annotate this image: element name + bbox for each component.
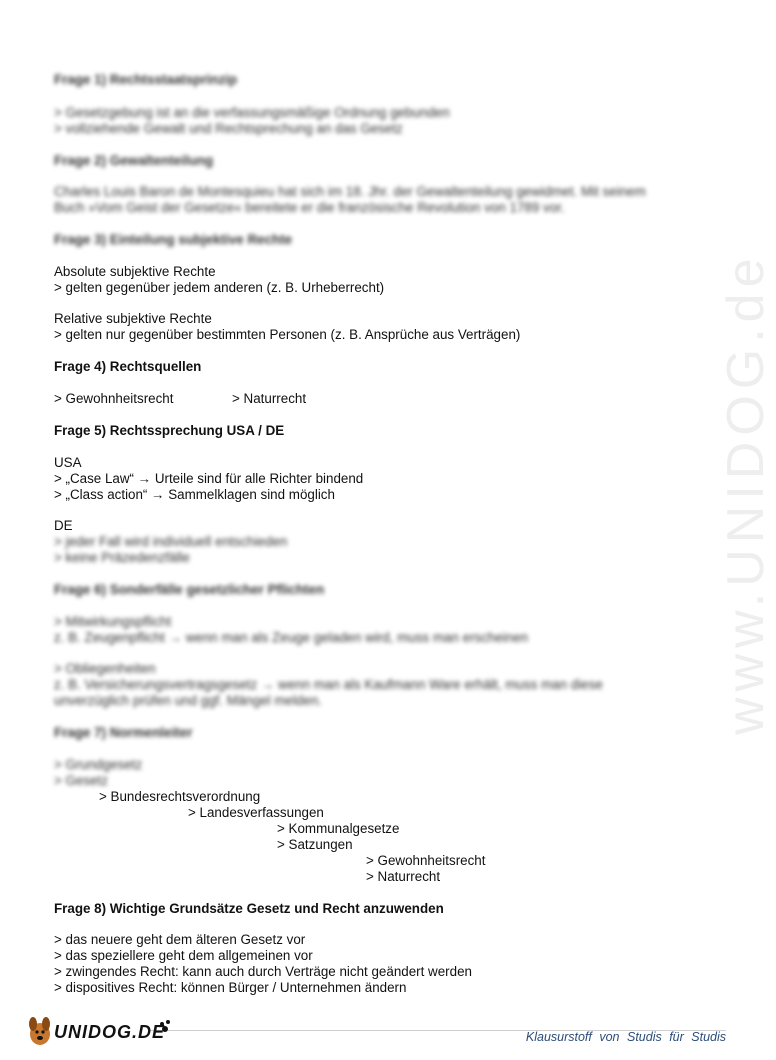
q7-line-6: > Satzungen	[277, 837, 353, 852]
q5-usa-line-1: > „Case Law“ → Urteile sind für alle Richter bindend	[54, 471, 364, 486]
q4-title: Frage 4) Rechtsquellen	[54, 359, 202, 374]
q8-title: Frage 8) Wichtige Grundsätze Gesetz und Recht anzuwenden	[54, 901, 444, 916]
q2-title: Frage 2) Gewaltenteilung	[54, 153, 214, 168]
q8-line-1: > das neuere geht dem älteren Gesetz vor	[54, 932, 306, 947]
q6-line-5: unverzüglich prüfen und ggf. Mängel melden.	[54, 693, 322, 708]
q2-paragraph-line-2: Buch »Vom Geist der Gesetze« bereitete er die französische Revolution von 1789 vor.	[54, 200, 565, 215]
q7-title: Frage 7) Normenleiter	[54, 725, 193, 740]
q7-line-3: > Bundesrechtsverordnung	[99, 789, 261, 804]
q1-title: Frage 1) Rechtsstaatsprinzip	[54, 72, 238, 87]
logo-text: UNIDOG.DE	[54, 1022, 166, 1042]
q1-line-1: > Gesetzgebung ist an die verfassungsmäßige Ordnung gebunden	[54, 105, 450, 120]
q6-line-4: z. B. Versicherungsvertragsgesetz → wenn man als Kaufmann Ware erhält, muss man diese	[54, 677, 603, 692]
watermark: www.UNIDOG.de	[717, 252, 775, 735]
q5-usa-label: USA	[54, 455, 82, 470]
q4-item-1: > Gewohnheitsrecht	[54, 391, 174, 406]
q3-title: Frage 3) Einteilung subjektive Rechte	[54, 232, 293, 247]
q3-relative-label: Relative subjektive Rechte	[54, 311, 212, 326]
q6-line-2: z. B. Zeugenpflicht → wenn man als Zeuge geladen wird, muss man erscheinen	[54, 630, 529, 645]
q7-line-8: > Naturrecht	[366, 869, 441, 884]
q7-line-7: > Gewohnheitsrecht	[366, 853, 486, 868]
q6-title: Frage 6) Sonderfälle gesetzlicher Pflichten	[54, 582, 325, 597]
q4-item-2: > Naturrecht	[232, 391, 307, 406]
q7-line-1: > Grundgesetz	[54, 757, 143, 772]
q3-relative-desc: > gelten nur gegenüber bestimmten Personen (z. B. Ansprüche aus Verträgen)	[54, 327, 521, 342]
q8-line-2: > das speziellere geht dem allgemeinen vor	[54, 948, 313, 963]
q5-title: Frage 5) Rechtssprechung USA / DE	[54, 423, 285, 438]
q7-line-5: > Kommunalgesetze	[277, 821, 400, 836]
q7-line-4: > Landesverfassungen	[188, 805, 324, 820]
q8-line-4: > dispositives Recht: können Bürger / Unternehmen ändern	[54, 980, 407, 995]
footer-tagline: Klausurstoff von Studis für Studis	[525, 1030, 726, 1044]
q5-de-line-2: > keine Präzedenzfälle	[54, 550, 190, 565]
q2-paragraph-line-1: Charles Louis Baron de Montesquieu hat sich im 18. Jhr. der Gewaltenteilung gewidmet. Mit seinem	[54, 184, 646, 199]
q3-absolute-label: Absolute subjektive Rechte	[54, 264, 216, 279]
q1-line-2: > vollziehende Gewalt und Rechtsprechung an das Gesetz	[54, 121, 403, 136]
q6-line-1: > Mitwirkungspflicht	[54, 614, 172, 629]
q8-line-3: > zwingendes Recht: kann auch durch Verträge nicht geändert werden	[54, 964, 472, 979]
q6-line-3: > Obliegenheiten	[54, 661, 156, 676]
q5-de-line-1: > jeder Fall wird individuell entschieden	[54, 534, 288, 549]
q3-absolute-desc: > gelten gegenüber jedem anderen (z. B. Urheberrecht)	[54, 280, 385, 295]
q5-usa-line-2: > „Class action“ → Sammelklagen sind möglich	[54, 487, 335, 502]
q5-de-label: DE	[54, 518, 73, 533]
q7-line-2: > Gesetz	[54, 773, 108, 788]
